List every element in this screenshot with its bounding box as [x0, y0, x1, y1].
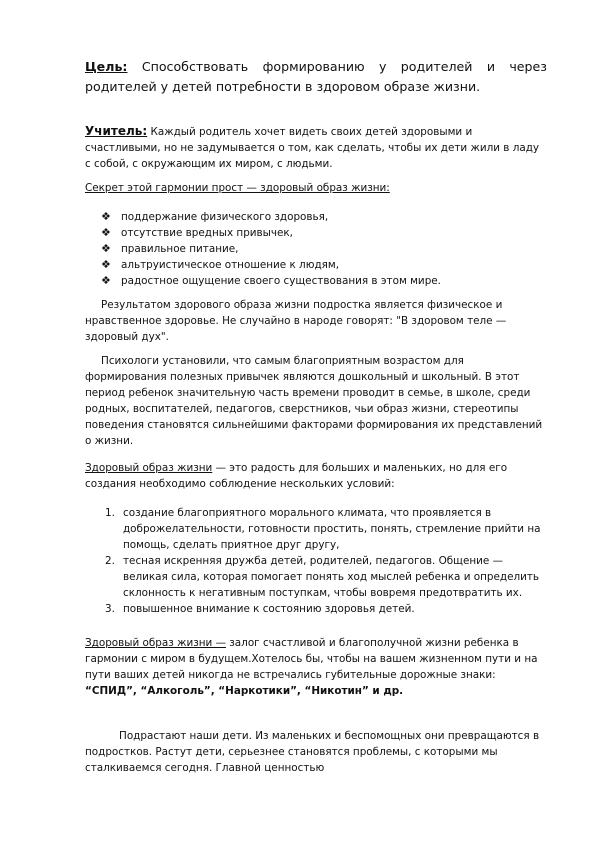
conditions-list: [105, 505, 545, 617]
teacher-label: Учитель:: [85, 124, 148, 138]
healthy-lifestyle-term: Здоровый образ жизни: [85, 462, 213, 474]
diamond-bullet-icon: ❖: [101, 258, 111, 271]
pledge-paragraph: Здоровый образ жизни — залог счастливой и благополучной жизни ребенка в гармонии с миром в будущем.Хотелось бы, чтобы на вашем жизненном пути и на пути ваших детей никогда не встречались губительные дорожные знаки: “СПИД”, “Алкоголь”, “Наркотики”, “Никотин” и др.: [85, 637, 538, 697]
goal-paragraph: [85, 57, 547, 96]
diamond-bullet-icon: ❖: [101, 242, 111, 255]
diamond-bullet-icon: ❖: [101, 274, 111, 287]
list-item: ❖ правильное питание,: [101, 242, 239, 255]
healthy-lifestyle-list: [101, 209, 541, 289]
list-item: 3. повышенное внимание к состоянию здоровья детей.: [105, 603, 415, 615]
diamond-bullet-icon: ❖: [101, 226, 111, 239]
list-item: ❖ отсутствие вредных привычек,: [101, 226, 293, 239]
list-item: ❖ альтруистическое отношение к людям,: [101, 258, 340, 271]
list-item: 1. создание благоприятного морального климата, что проявляется в доброжелательности, готовности простить, понять, стремление прийти на помощь, сделать приятное друг другу,: [105, 507, 541, 551]
teacher-text: Каждый родитель хочет видеть своих детей здоровыми и счастливыми, но не задумывается о том, как сделать, чтобы их дети жили в ладу с собой, с окружающим их миром, с людьми.: [85, 126, 540, 170]
list-item: ❖ радостное ощущение своего существования в этом мире.: [101, 274, 441, 287]
healthy-lifestyle-term: Здоровый образ жизни —: [85, 637, 226, 649]
secret-heading: Секрет этой гармонии прост — здоровый образ жизни:: [85, 182, 390, 194]
conditions-intro-paragraph: Здоровый образ жизни — это радость для больших и маленьких, но для его создания необходимо соблюдение нескольких условий:: [85, 462, 508, 490]
goal-text: Способствовать формированию у родителей и через родителей у детей потребности в здоровом образе жизни.: [85, 59, 547, 94]
diamond-bullet-icon: ❖: [101, 210, 111, 223]
goal-label: Цель:: [85, 59, 128, 74]
children-grow-paragraph: Подрастают наши дети. Из маленьких и беспомощных они превращаются в подростков. Растут дети, серьезнее становятся проблемы, с которыми мы сталкиваемся сегодня. Главной ценностью: [85, 730, 540, 774]
psychologists-paragraph: Психологи установили, что самым благоприятным возрастом для формирования полезных привычек являются дошкольный и школьный. В этот период ребенок значительную часть времени проводит в семье, в школе, среди родных, воспитателей, педагогов, сверстников, чьи образ жизни, стереотипы поведения становятся сильнейшими факторами формирования их представлений о жизни.: [85, 355, 543, 447]
list-item: ❖ поддержание физического здоровья,: [101, 210, 329, 223]
road-signs-list: “СПИД”, “Алкоголь”, “Наркотики”, “Никотин” и др.: [85, 685, 404, 697]
list-item: 2. тесная искренняя дружба детей, родителей, педагогов. Общение — великая сила, которая помогает понять ход мыслей ребенка и определить склонность к негативным поступкам, чтобы вовремя предотвратить их.: [105, 555, 540, 599]
teacher-paragraph: [85, 123, 547, 172]
result-paragraph: Результатом здорового образа жизни подростка является физическое и нравственное здоровье. Не случайно в народе говорят: "В здоровом теле — здоровый дух".: [85, 299, 507, 343]
